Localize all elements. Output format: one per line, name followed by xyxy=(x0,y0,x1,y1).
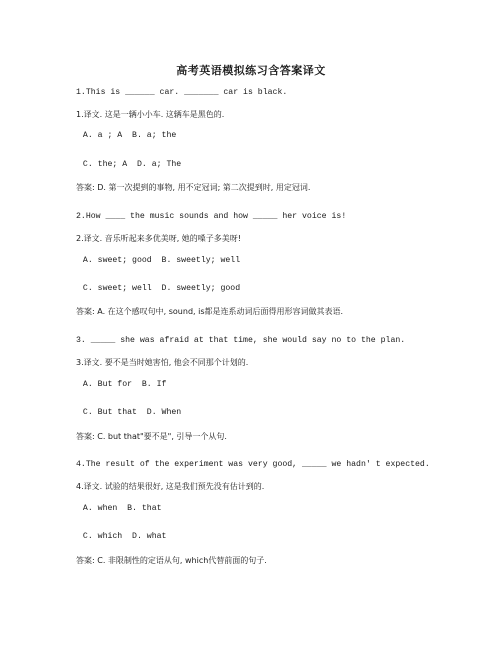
question-4-options-ab: A. when B. that xyxy=(78,504,162,513)
question-4-text: 4.The result of the experiment was very good, _____ we hadn' t expected. xyxy=(76,460,430,469)
question-2-options-cd: C. sweet; well D. sweetly; good xyxy=(78,284,241,293)
page-title: 高考英语模拟练习含答案译文 xyxy=(176,64,326,77)
question-4-answer: 答案: C. 非限制性的定语从句, which代替前面的句子. xyxy=(76,556,267,565)
question-3-options-cd: C. But that D. When xyxy=(78,408,182,417)
question-1-answer: 答案: D. 第一次提到的事物, 用不定冠词; 第二次提到时, 用定冠词. xyxy=(76,183,311,192)
question-2-translation: 2.译文. 音乐听起来多优美呀, 她的嗓子多美呀! xyxy=(76,234,242,243)
question-2-text: 2.How ____ the music sounds and how _____ her voice is! xyxy=(76,212,347,221)
question-4-translation: 4.译文. 试验的结果很好, 这是我们预先没有估计到的. xyxy=(76,482,265,491)
question-3-options-ab: A. But for B. If xyxy=(78,380,167,389)
question-3-translation: 3.译文. 要不是当时她害怕, 他会不同那个计划的. xyxy=(76,358,249,367)
question-1-text: 1.This is ______ car. _______ car is black. xyxy=(76,88,288,97)
question-3-text: 3. _____ she was afraid at that time, she would say no to the plan. xyxy=(76,336,406,345)
question-3-answer: 答案: C. but that"要不是", 引导一个从句. xyxy=(76,432,227,441)
question-2-options-ab: A. sweet; good B. sweetly; well xyxy=(78,256,241,265)
question-1-options-ab: A. a ; A B. a; the xyxy=(78,131,177,140)
question-2-answer: 答案: A. 在这个感叹句中, sound, is都是连系动词后面得用形容词做其表语. xyxy=(76,307,344,316)
question-4-options-cd: C. which D. what xyxy=(78,532,167,541)
question-1-options-cd: C. the; A D. a; The xyxy=(78,160,182,169)
question-1-translation: 1.译文. 这是一辆小小车. 这辆车是黑色的. xyxy=(76,110,225,119)
